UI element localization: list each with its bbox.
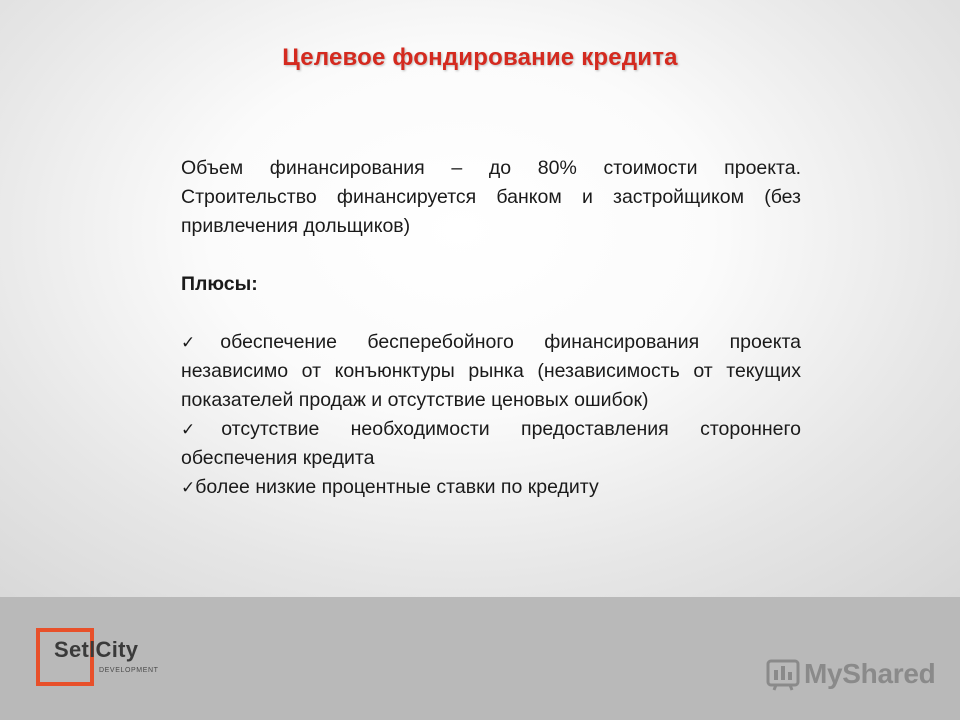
slide-title: Целевое фондирование кредита xyxy=(282,44,678,71)
company-logo-subtext: DEVELOPMENT xyxy=(99,667,159,674)
list-item-text: отсутствие необходимости предоставления стороннего обеспечения кредита xyxy=(181,418,801,469)
myshared-logo-icon xyxy=(766,655,800,691)
list-item xyxy=(181,328,801,415)
checkmark-icon: ✓ xyxy=(181,478,196,497)
checkmark-icon: ✓ xyxy=(181,333,221,352)
slide-body xyxy=(181,154,801,502)
list-item xyxy=(181,473,801,502)
pros-list xyxy=(181,328,801,502)
list-item-text: более низкие процентные ставки по кредиту xyxy=(195,476,599,498)
list-item xyxy=(181,415,801,473)
checkmark-icon: ✓ xyxy=(181,420,222,439)
list-item-text: обеспечение бесперебойного финансирования проекта независимо от конъюнктуры рынка (независимость от текущих показателей продаж и отсутствие ценовых ошибок) xyxy=(181,331,802,411)
watermark-text: MyShared xyxy=(804,658,936,689)
company-logo-text: SetlCity xyxy=(54,637,139,662)
pros-heading: Плюсы: xyxy=(181,273,258,295)
intro-paragraph: Объем финансирования – до 80% стоимости проекта. Строительство финансируется банком и застройщиком (без привлечения дольщиков) xyxy=(181,157,801,237)
